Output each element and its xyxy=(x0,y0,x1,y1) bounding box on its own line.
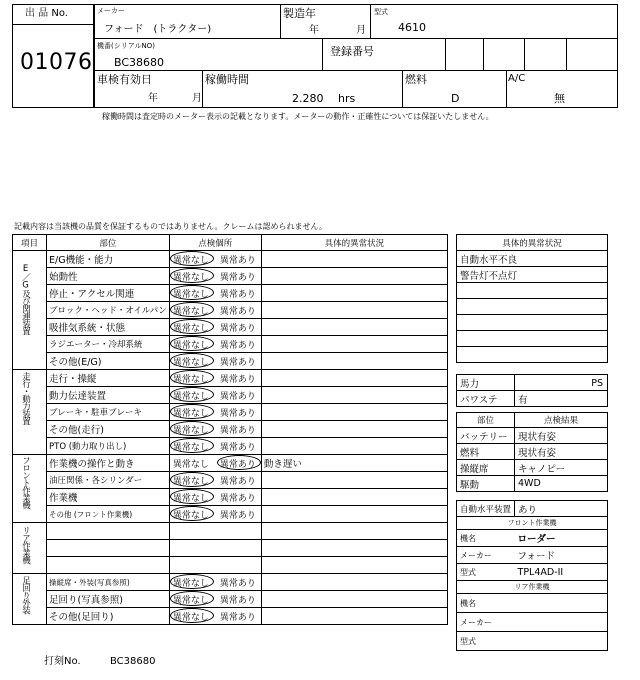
part-cell: 始動性 xyxy=(47,268,170,285)
option-normal[interactable]: 異常なし xyxy=(172,426,209,436)
ps-value: 有 xyxy=(515,391,608,407)
inspection-label: 車検有効日 xyxy=(97,73,152,86)
detail-cell xyxy=(261,506,447,523)
option-normal[interactable]: 異常なし xyxy=(172,613,209,623)
rear-maker-label: メーカー xyxy=(457,613,515,632)
check-cell xyxy=(169,455,261,472)
part-cell: ブレーキ・駐車ブレーキ xyxy=(47,404,170,421)
option-abnormal[interactable]: 異常あり xyxy=(219,443,256,453)
inspection-row xyxy=(13,574,448,591)
auto-level-value: あり xyxy=(515,501,608,517)
front-maker-label: メーカー xyxy=(457,547,515,564)
abn-item: 警告灯不点灯 xyxy=(457,267,608,283)
part-cell: その他 (フロント作業機) xyxy=(47,506,170,523)
part-cell xyxy=(47,523,170,540)
part-cell: ラジエーター・冷却系統 xyxy=(47,336,170,353)
detail-cell: 動き遅い xyxy=(261,455,447,472)
inspection-row xyxy=(13,302,448,319)
selection-circle xyxy=(170,285,214,300)
selection-circle xyxy=(170,319,214,334)
detail-cell xyxy=(261,336,447,353)
front-header: フロント作業機 xyxy=(457,517,608,530)
option-abnormal[interactable]: 異常あり xyxy=(219,477,256,487)
selection-circle xyxy=(170,302,214,317)
inspection-row xyxy=(13,455,448,472)
option-abnormal[interactable]: 異常あり xyxy=(219,341,256,351)
month-unit: 月 xyxy=(356,25,366,36)
option-abnormal[interactable]: 異常あり xyxy=(219,596,256,606)
group-label-front: フロント作業機 xyxy=(20,456,31,509)
front-name-label: 機名 xyxy=(457,530,515,547)
detail-cell xyxy=(261,251,447,268)
detail-cell xyxy=(261,472,447,489)
detail-cell xyxy=(261,302,447,319)
serial-label: 機番(シリアルNO) xyxy=(97,42,155,50)
abn-item xyxy=(457,331,608,347)
option-abnormal[interactable]: 異常あり xyxy=(219,494,256,504)
year-unit: 年 xyxy=(309,25,319,36)
part-cell: 動力伝達装置 xyxy=(47,387,170,404)
option-abnormal[interactable]: 異常あり xyxy=(219,358,256,368)
option-normal[interactable]: 異常なし xyxy=(172,392,209,402)
selection-circle xyxy=(170,353,214,368)
inspection-row xyxy=(13,608,448,625)
inspection-row xyxy=(13,268,448,285)
option-normal[interactable]: 異常なし xyxy=(172,290,209,300)
option-abnormal[interactable]: 異常あり xyxy=(219,290,256,300)
selection-circle xyxy=(170,438,214,453)
part-cell: 走行・操縦 xyxy=(47,370,170,387)
model-label: 型式 xyxy=(374,8,388,16)
col-part: 部位 xyxy=(47,235,170,251)
part-cell: 操縦席・外装(写真参照) xyxy=(47,574,170,591)
inspection-row xyxy=(13,370,448,387)
detail-cell xyxy=(261,404,447,421)
rear-name-value xyxy=(515,594,608,613)
parts-table xyxy=(456,412,608,492)
option-abnormal[interactable]: 異常あり xyxy=(219,307,256,317)
part-cell xyxy=(47,540,170,557)
part-cell: その他(足回り) xyxy=(47,608,170,625)
inspection-row xyxy=(13,251,448,268)
parts-label: 燃料 xyxy=(457,444,515,460)
selection-circle xyxy=(170,574,214,589)
option-abnormal[interactable]: 異常あり xyxy=(219,324,256,334)
option-abnormal[interactable]: 異常あり xyxy=(219,613,256,623)
selection-circle xyxy=(170,268,214,283)
inspection-row xyxy=(13,591,448,608)
selection-circle xyxy=(170,489,214,504)
col-detail: 具体的異常状況 xyxy=(261,235,447,251)
detail-cell xyxy=(261,387,447,404)
option-normal[interactable]: 異常なし xyxy=(172,307,209,317)
part-cell: 作業機 xyxy=(47,489,170,506)
hours-note: 稼働時間は査定時のメーター表示の記載となります。メーターの動作・正確性については保証いたしません。 xyxy=(102,112,494,121)
inspection-row xyxy=(13,353,448,370)
check-cell xyxy=(169,404,261,421)
option-abnormal[interactable]: 異常あり xyxy=(219,375,256,385)
check-cell xyxy=(169,506,261,523)
detail-cell xyxy=(261,523,447,540)
option-normal[interactable]: 異常なし xyxy=(172,358,209,368)
hours-label: 稼働時間 xyxy=(205,73,249,86)
item-no-label: 出 品 No. xyxy=(25,8,68,19)
implements-table xyxy=(456,500,608,651)
rear-name-label: 機名 xyxy=(457,594,515,613)
option-normal[interactable]: 異常なし xyxy=(172,596,209,606)
item-no: 01076 xyxy=(20,50,93,75)
part-cell: 足回り(写真参照) xyxy=(47,591,170,608)
selection-circle xyxy=(170,608,214,623)
model-value: 4610 xyxy=(398,21,426,34)
part-cell: その他(E/G) xyxy=(47,353,170,370)
selection-circle xyxy=(170,251,214,266)
parts-value: 現状有姿 xyxy=(515,444,608,460)
check-cell xyxy=(169,268,261,285)
fuel-value: D xyxy=(451,92,460,105)
selection-circle xyxy=(217,455,261,470)
hours-value: 2.280 xyxy=(292,92,324,105)
detail-cell xyxy=(261,608,447,625)
part-cell: 作業機の操作と動き xyxy=(47,455,170,472)
selection-circle xyxy=(170,370,214,385)
part-cell: E/G機能・能力 xyxy=(47,251,170,268)
abn-item: 自動水平不良 xyxy=(457,251,608,267)
serial-value: BC38680 xyxy=(114,56,165,69)
parts-label: 駆動 xyxy=(457,476,515,492)
check-cell xyxy=(169,608,261,625)
abn-item xyxy=(457,315,608,331)
inspection-row xyxy=(13,506,448,523)
col-item: 項目 xyxy=(13,235,47,251)
detail-cell xyxy=(261,268,447,285)
detail-cell xyxy=(261,557,447,574)
parts-label: バッテリー xyxy=(457,428,515,444)
detail-cell xyxy=(261,370,447,387)
check-cell xyxy=(169,438,261,455)
inspection-row xyxy=(13,336,448,353)
option-normal[interactable]: 異常なし xyxy=(172,256,209,266)
detail-cell xyxy=(261,489,447,506)
detail-cell xyxy=(261,438,447,455)
inspection-row xyxy=(13,285,448,302)
option-normal[interactable]: 異常なし xyxy=(172,409,209,419)
abnormal-table xyxy=(456,234,608,363)
part-cell: ブロック・ヘッド・オイルパン xyxy=(47,302,170,319)
part-cell: 吸排気系統・状態 xyxy=(47,319,170,336)
option-normal[interactable]: 異常なし xyxy=(172,341,209,351)
check-cell xyxy=(169,421,261,438)
parts-value: キャノピー xyxy=(515,460,608,476)
part-cell: 油圧関係・各シリンダー xyxy=(47,472,170,489)
check-cell xyxy=(169,387,261,404)
selection-circle xyxy=(170,404,214,419)
ps-label: パワステ xyxy=(457,391,515,407)
disclaimer: 記載内容は当該機の品質を保証するものではありません。クレームは認められません。 xyxy=(14,222,327,231)
option-abnormal[interactable]: 異常あり xyxy=(219,579,256,589)
col-point: 点検個所 xyxy=(169,235,261,251)
hours-unit: hrs xyxy=(338,92,356,105)
check-cell xyxy=(169,472,261,489)
part-cell: PTO (動力取り出し) xyxy=(47,438,170,455)
detail-cell xyxy=(261,540,447,557)
rear-model-value xyxy=(515,632,608,651)
part-cell: その他(走行) xyxy=(47,421,170,438)
option-abnormal[interactable]: 異常あり xyxy=(219,426,256,436)
check-cell xyxy=(169,336,261,353)
selection-circle xyxy=(170,472,214,487)
front-name-value: ローダー xyxy=(515,530,608,547)
inspection-row xyxy=(13,557,448,574)
rear-header: リア作業機 xyxy=(457,581,608,594)
option-normal[interactable]: 異常なし xyxy=(172,375,209,385)
check-cell xyxy=(169,251,261,268)
option-normal[interactable]: 異常なし xyxy=(172,477,209,487)
abn-header: 具体的異常状況 xyxy=(457,235,608,251)
option-abnormal[interactable]: 異常あり xyxy=(219,511,256,521)
ac-value: 無 xyxy=(554,92,565,105)
stamp-value: BC38680 xyxy=(110,656,156,667)
power-label: 馬力 xyxy=(457,375,515,391)
parts-col-part: 部位 xyxy=(457,413,515,428)
option-normal[interactable]: 異常なし xyxy=(172,443,209,453)
parts-col-result: 点検結果 xyxy=(515,413,608,428)
insp-year-unit: 年 xyxy=(148,93,158,104)
parts-label: 操縦席 xyxy=(457,460,515,476)
group-label-drive: 走行・動力装置 xyxy=(20,372,31,425)
option-normal[interactable]: 異常なし xyxy=(172,511,209,521)
fuel-label: 燃料 xyxy=(405,73,427,86)
detail-cell xyxy=(261,353,447,370)
detail-cell xyxy=(261,319,447,336)
check-cell xyxy=(169,302,261,319)
stamp-label: 打刻No. xyxy=(44,656,81,667)
check-cell xyxy=(169,591,261,608)
check-cell xyxy=(169,319,261,336)
check-cell xyxy=(169,540,261,557)
option-normal[interactable]: 異常なし xyxy=(172,494,209,504)
front-model-value: TPL4AD-II xyxy=(515,564,608,581)
inspection-row xyxy=(13,489,448,506)
option-abnormal[interactable]: 異常あり xyxy=(219,256,256,266)
detail-cell xyxy=(261,574,447,591)
inspection-table xyxy=(12,234,448,625)
option-normal[interactable]: 異常なし xyxy=(172,579,209,589)
selection-circle xyxy=(170,506,214,521)
option-normal[interactable]: 異常なし xyxy=(172,460,209,470)
check-cell xyxy=(169,370,261,387)
inspection-row xyxy=(13,523,448,540)
option-abnormal[interactable]: 異常あり xyxy=(219,460,256,470)
maker-label: メーカー xyxy=(97,7,125,15)
power-cell xyxy=(515,375,608,391)
power-table xyxy=(456,374,608,407)
rear-maker-value xyxy=(515,613,608,632)
option-abnormal[interactable]: 異常あり xyxy=(219,409,256,419)
inspection-row xyxy=(13,387,448,404)
option-abnormal[interactable]: 異常あり xyxy=(219,273,256,283)
abn-item xyxy=(457,283,608,299)
group-label-engine: E／G及び関連装置 xyxy=(20,264,31,335)
option-normal[interactable]: 異常なし xyxy=(172,324,209,334)
option-abnormal[interactable]: 異常あり xyxy=(219,392,256,402)
detail-cell xyxy=(261,591,447,608)
inspection-row xyxy=(13,404,448,421)
check-cell xyxy=(169,523,261,540)
front-maker-value: フォード xyxy=(515,547,608,564)
front-model-label: 型式 xyxy=(457,564,515,581)
check-cell xyxy=(169,557,261,574)
maker-value: フォード (トラクター) xyxy=(104,24,212,35)
year-label: 製造年 xyxy=(283,7,316,20)
abn-item xyxy=(457,347,608,363)
inspection-row xyxy=(13,540,448,557)
inspection-row xyxy=(13,438,448,455)
detail-cell xyxy=(261,421,447,438)
ac-label: A/C xyxy=(508,73,526,84)
insp-month-unit: 月 xyxy=(192,93,202,104)
selection-circle xyxy=(170,336,214,351)
check-cell xyxy=(169,574,261,591)
parts-value: 4WD xyxy=(515,476,608,492)
check-cell xyxy=(169,353,261,370)
auto-level-label: 自動水平装置 xyxy=(457,501,515,517)
option-normal[interactable]: 異常なし xyxy=(172,273,209,283)
inspection-row xyxy=(13,319,448,336)
power-unit: PS xyxy=(591,378,603,389)
inspection-row xyxy=(13,421,448,438)
selection-circle xyxy=(170,387,214,402)
selection-circle xyxy=(170,591,214,606)
check-cell xyxy=(169,489,261,506)
group-label-rear: リア作業機 xyxy=(20,526,31,564)
part-cell xyxy=(47,557,170,574)
selection-circle xyxy=(170,421,214,436)
reg-label: 登録番号 xyxy=(330,45,374,58)
rear-model-label: 型式 xyxy=(457,632,515,651)
detail-cell xyxy=(261,285,447,302)
abn-item xyxy=(457,299,608,315)
parts-value: 現状有姿 xyxy=(515,428,608,444)
part-cell: 停止・アクセル関連 xyxy=(47,285,170,302)
group-label-under: 足回り外装 xyxy=(20,576,31,614)
check-cell xyxy=(169,285,261,302)
inspection-row xyxy=(13,472,448,489)
